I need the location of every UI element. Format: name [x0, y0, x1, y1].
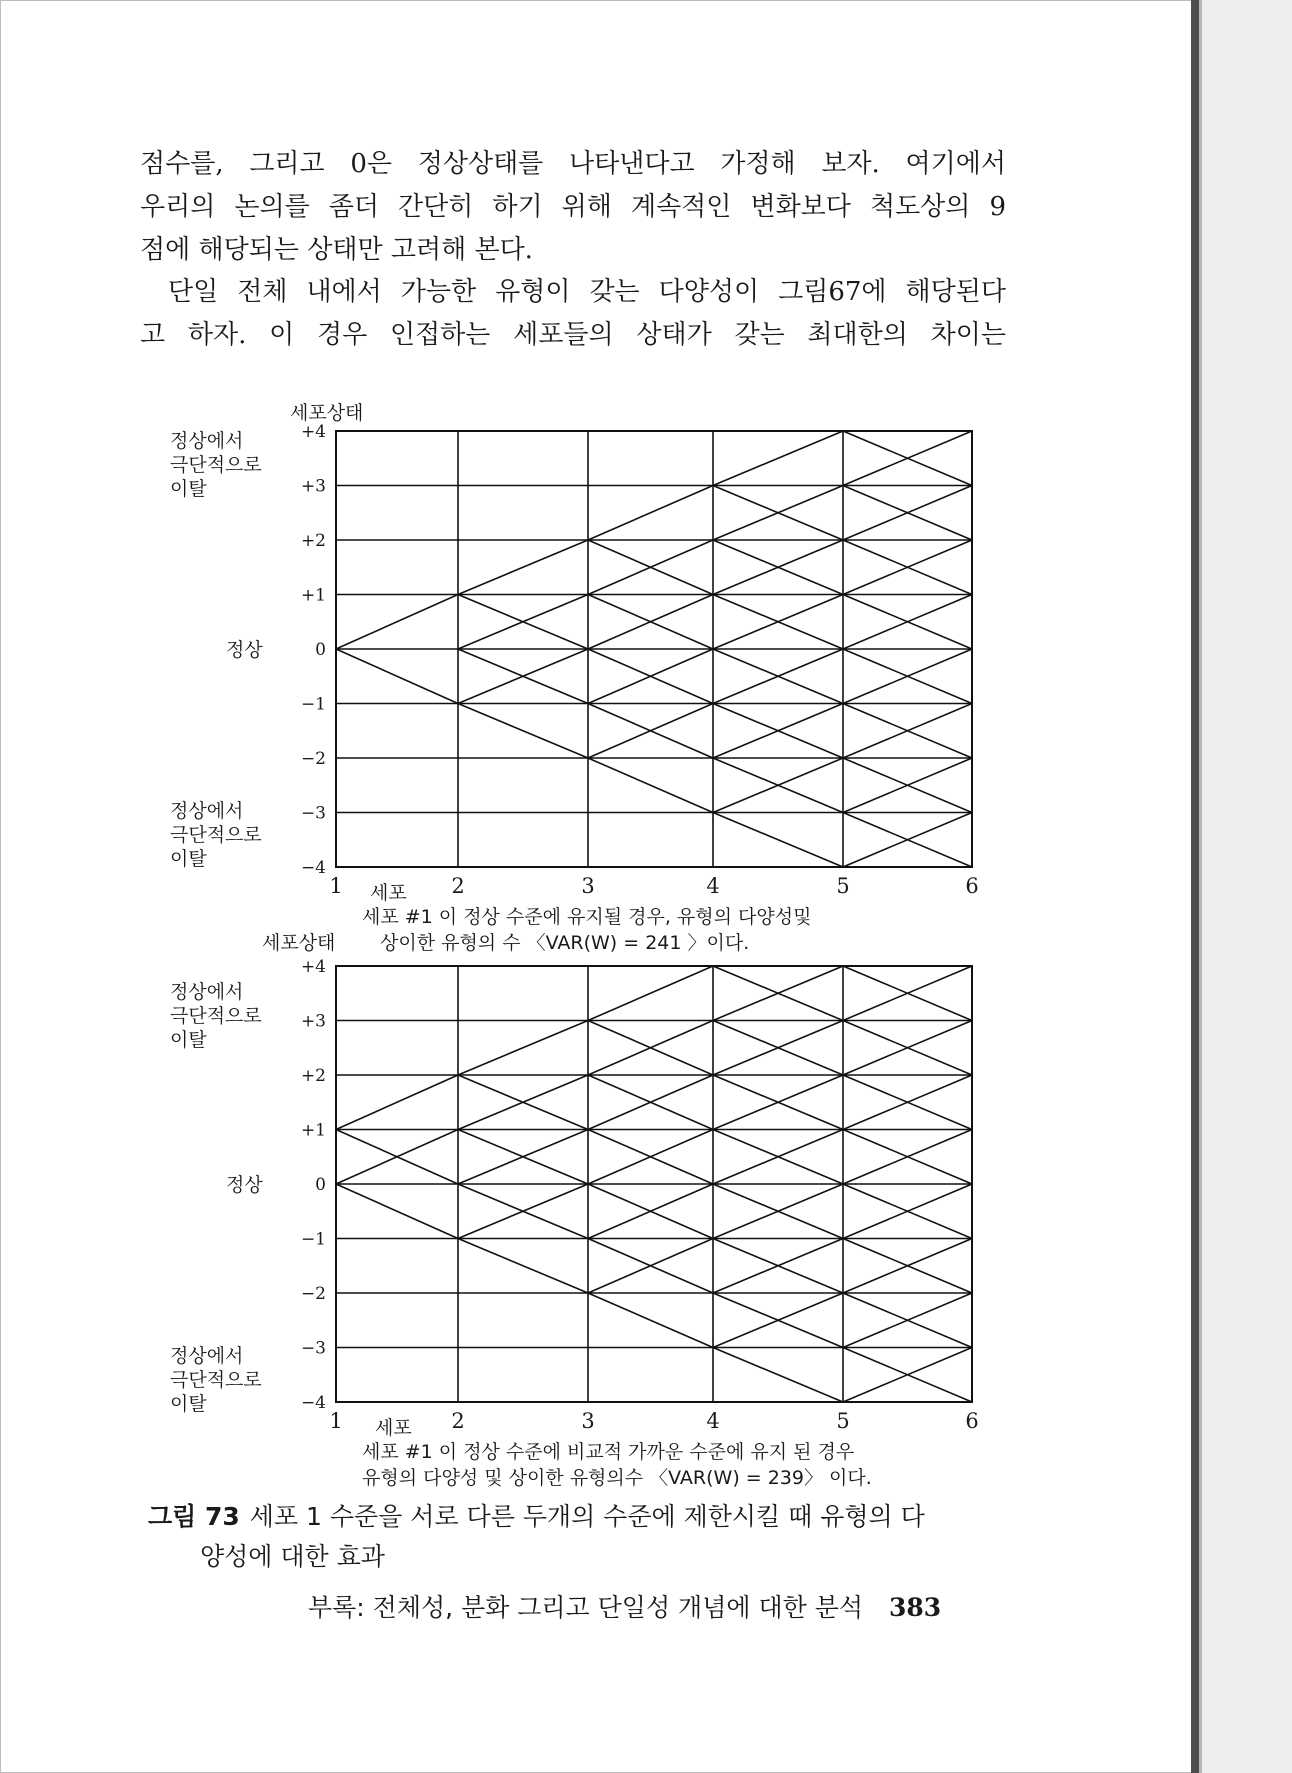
chart2-side-label-bottom: 이탈 [170, 1393, 207, 1415]
page-number: 383 [889, 1593, 942, 1622]
scan-background [1202, 0, 1292, 1773]
chart1-x-tick-label: 2 [451, 874, 465, 898]
chart1-side-label-top: 극단적으로 [170, 454, 262, 476]
chart2-caption-line: 유형의 다양성 및 상이한 유형의수 〈VAR(W) = 239〉 이다. [362, 1467, 872, 1489]
chart2-transition-line [458, 1021, 588, 1076]
body-text-line-5: 고 하자. 이 경우 인접하는 세포들의 상태가 갖는 최대한의 차이는 [140, 320, 1006, 350]
chart2-side-label-top: 이탈 [170, 1029, 207, 1051]
chart1-y-tick-label: +3 [300, 476, 326, 497]
chart1-y-axis-title: 세포상태 [290, 402, 364, 424]
chart1-y-tick-label: −4 [300, 858, 326, 878]
chart1-transition-line [458, 540, 588, 595]
chart1-x-axis-title: 세포 [370, 882, 407, 904]
chart2-side-label-top: 정상에서 [170, 981, 244, 1003]
chart2-x-tick-label: 4 [706, 1409, 720, 1433]
figure-caption [148, 1497, 1018, 1577]
chart2-y-tick-label: −1 [300, 1229, 326, 1250]
chart2-y-tick-label: +3 [300, 1011, 326, 1032]
chart2-transition-line [588, 1293, 713, 1348]
lattice-chart-2 [0, 930, 1010, 1500]
chart2-y-tick-label: +4 [300, 957, 326, 977]
chart1-y-tick-label: +2 [300, 531, 326, 551]
chart1-transition-line [713, 431, 843, 486]
body-text-line-1: 점수를, 그리고 0은 정상상태를 나타낸다고 가정해 보자. 여기에서 [140, 149, 1006, 179]
chart2-transition-line [458, 1239, 588, 1294]
chart1-x-tick-label: 3 [581, 874, 595, 898]
chart1-transition-line [458, 704, 588, 759]
chart2-x-tick-label: 1 [329, 1409, 343, 1433]
chart1-transition-line [336, 649, 458, 704]
footer-text: 부록: 전체성, 분화 그리고 단일성 개념에 대한 분석 [308, 1593, 863, 1622]
figure-caption-line-1: 세포 1 수준을 서로 다른 두개의 수준에 제한시킬 때 유형의 다 [249, 1502, 925, 1531]
chart1-side-label-top: 정상에서 [170, 430, 244, 452]
chart2-x-tick-label: 6 [965, 1409, 979, 1433]
chart1-y-tick-label: +1 [300, 585, 326, 606]
chart2-y-tick-label: 0 [315, 1175, 326, 1195]
chart2-y-tick-label: −3 [300, 1338, 326, 1359]
chart1-y-tick-label: −2 [300, 749, 326, 769]
chart2-transition-line [336, 1075, 458, 1130]
chart1-y-tick-label: 0 [315, 640, 326, 660]
chart1-side-label-top: 이탈 [170, 478, 207, 500]
figure-caption-line-2: 양성에 대한 효과 [200, 1542, 385, 1571]
chart1-side-label-middle: 정상 [226, 639, 263, 661]
chart2-x-tick-label: 3 [581, 1409, 595, 1433]
chart2-side-label-bottom: 극단적으로 [170, 1369, 262, 1391]
chart2-transition-line [336, 1184, 458, 1239]
chart1-x-tick-label: 5 [836, 874, 850, 898]
chart1-side-label-bottom: 정상에서 [170, 800, 244, 822]
chart1-y-tick-label: +4 [300, 422, 326, 442]
chart2-y-tick-label: +1 [300, 1120, 326, 1141]
chart2-y-tick-label: +2 [300, 1066, 326, 1086]
chart2-side-label-top: 극단적으로 [170, 1005, 262, 1027]
chart1-caption-axis-title: 세포상태 [262, 932, 336, 954]
figure-number: 그림 73 [148, 1502, 240, 1531]
chart2-y-tick-label: −4 [300, 1393, 326, 1413]
chart1-side-label-bottom: 극단적으로 [170, 824, 262, 846]
lattice-chart-1 [0, 395, 1010, 955]
chart1-caption-line: 상이한 유형의 수 〈VAR(W) = 241 〉이다. [380, 932, 750, 954]
chart2-transition-line [713, 1348, 843, 1403]
chart2-x-axis-title: 세포 [375, 1417, 412, 1439]
lattice-chart-2-svg [0, 930, 1010, 1500]
page-edge-shadow [1191, 0, 1199, 1773]
body-text-line-3: 점에 해당되는 상태만 고려해 본다. [140, 235, 533, 265]
chart2-side-label-middle: 정상 [226, 1174, 263, 1196]
chart1-y-tick-label: −1 [300, 694, 326, 715]
chart1-transition-line [588, 486, 713, 541]
chart2-caption-line: 세포 #1 이 정상 수준에 비교적 가까운 수준에 유지 된 경우 [362, 1441, 855, 1463]
chart2-x-tick-label: 2 [451, 1409, 465, 1433]
chart2-x-tick-label: 5 [836, 1409, 850, 1433]
chart1-x-tick-label: 4 [706, 874, 720, 898]
chart1-transition-line [336, 595, 458, 650]
chart2-side-label-bottom: 정상에서 [170, 1345, 244, 1367]
body-text-line-2: 우리의 논의를 좀더 간단히 하기 위해 계속적인 변화보다 척도상의 9 [140, 192, 1006, 222]
chart2-y-tick-label: −2 [300, 1284, 326, 1304]
chart1-side-label-bottom: 이탈 [170, 848, 207, 870]
running-footer [308, 1588, 941, 1624]
chart1-caption-line: 세포 #1 이 정상 수준에 유지될 경우, 유형의 다양성및 [362, 906, 812, 928]
chart1-x-tick-label: 1 [329, 874, 343, 898]
lattice-chart-1-svg [0, 395, 1010, 955]
chart1-x-tick-label: 6 [965, 874, 979, 898]
chart1-y-tick-label: −3 [300, 803, 326, 824]
chart1-transition-line [713, 813, 843, 868]
chart2-transition-line [588, 966, 713, 1021]
body-text-line-4: 단일 전체 내에서 가능한 유형이 갖는 다양성이 그림67에 해당된다 [168, 277, 1006, 307]
chart1-transition-line [588, 758, 713, 813]
